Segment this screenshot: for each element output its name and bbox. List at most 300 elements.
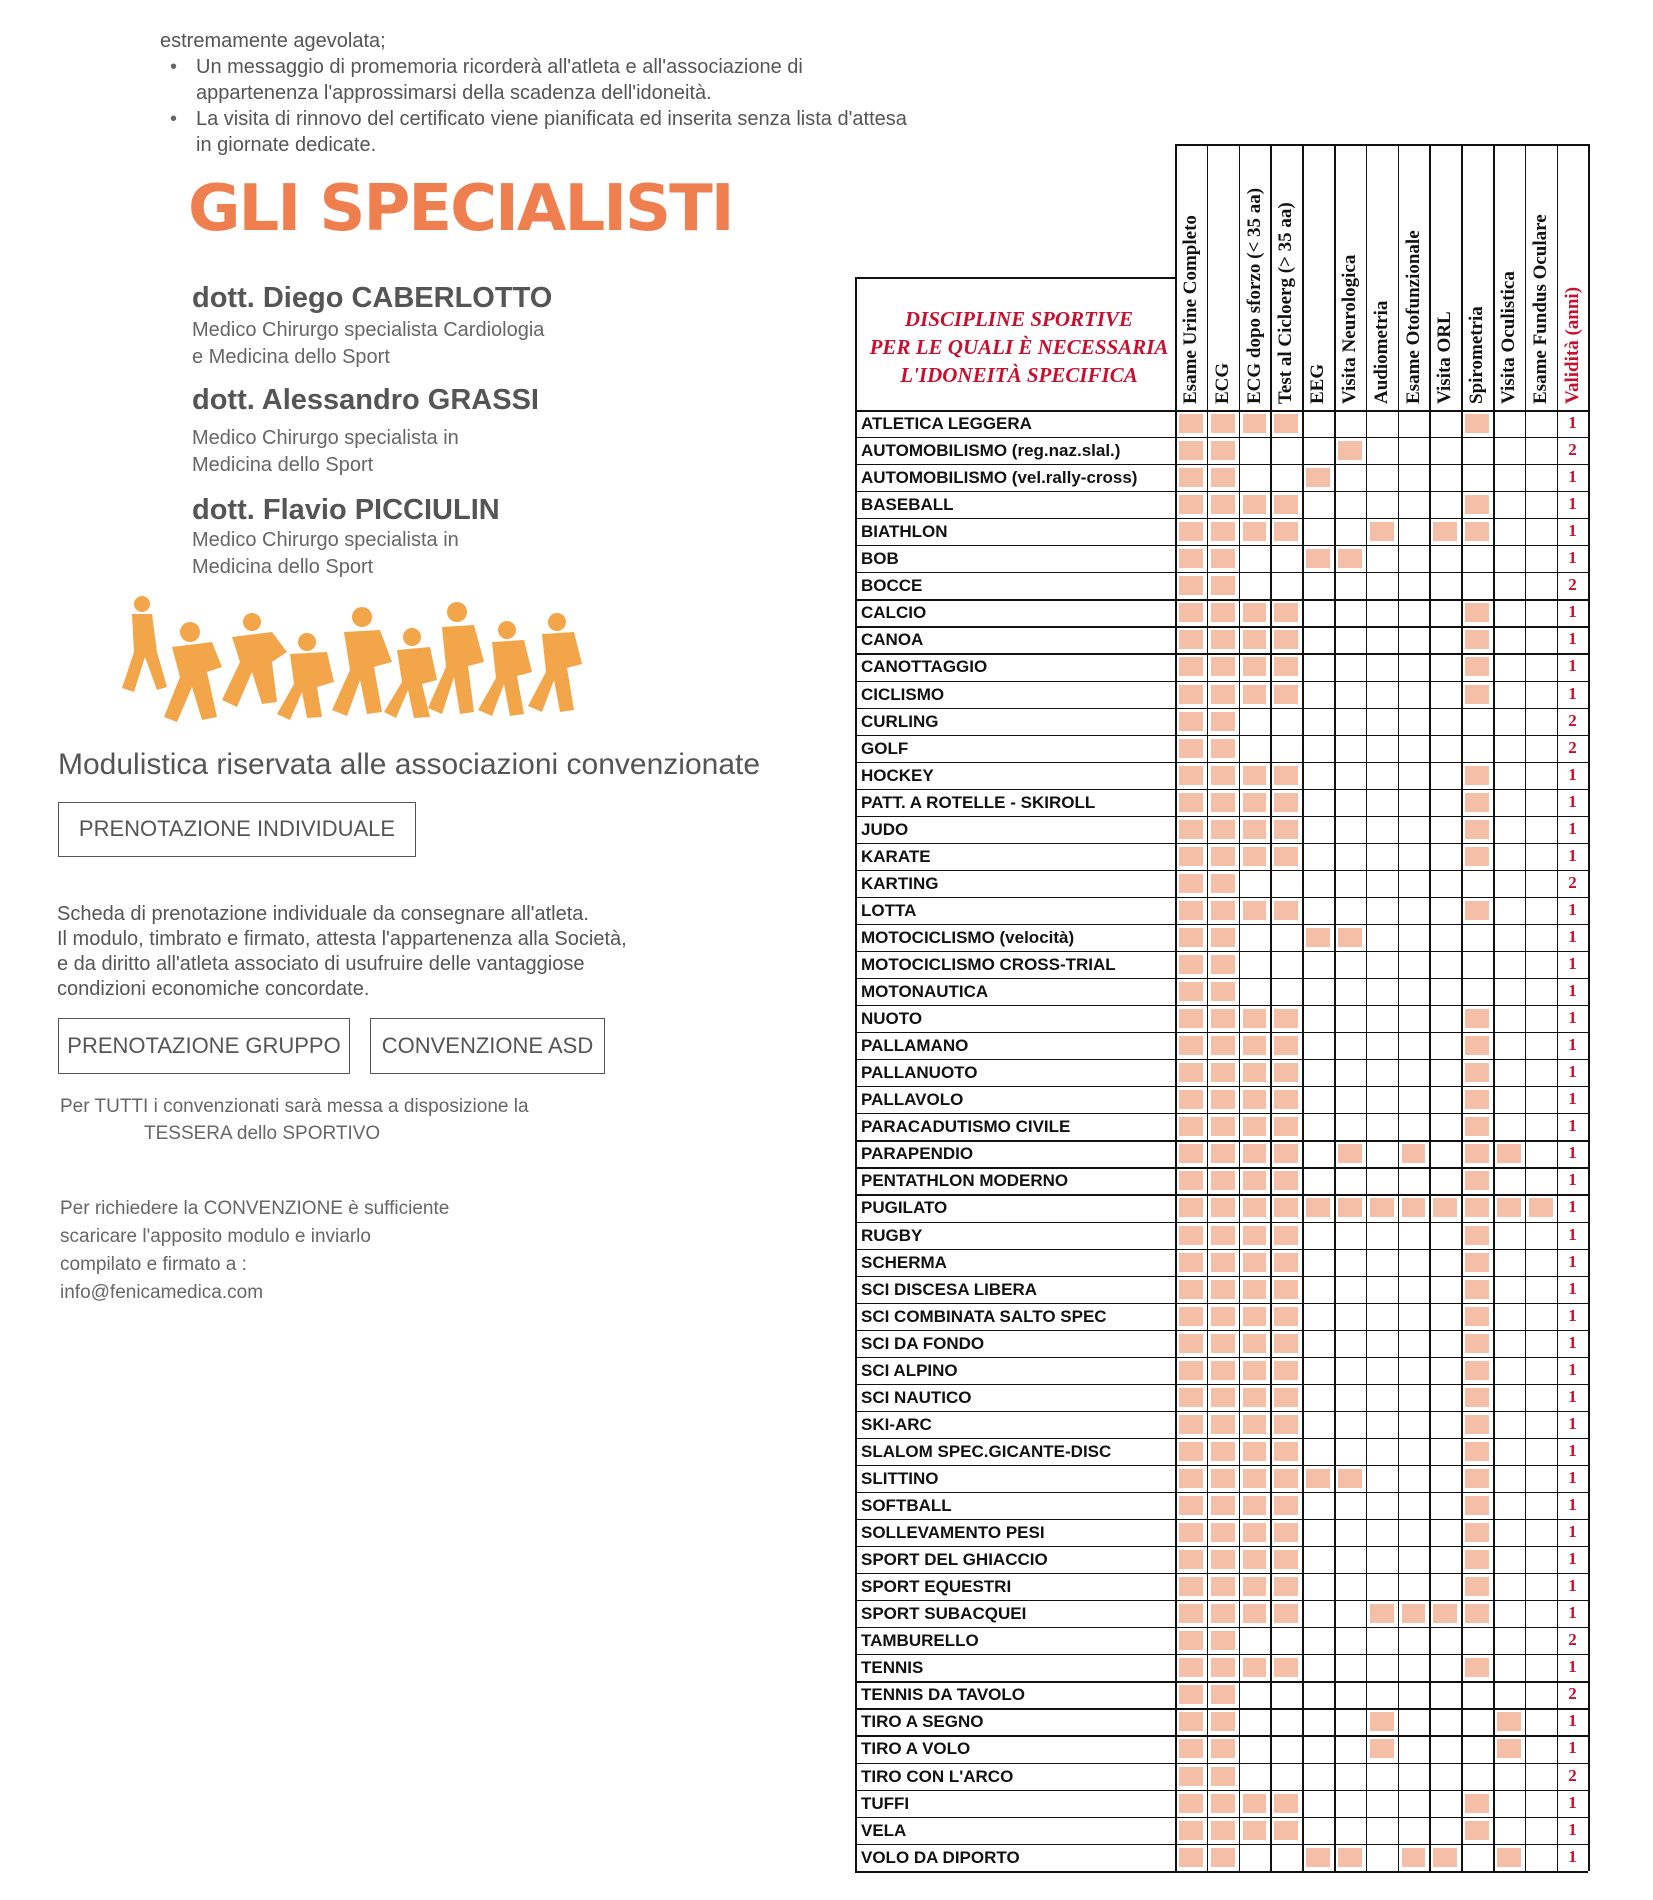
exam-required-cell bbox=[1211, 441, 1235, 460]
exam-required-cell bbox=[1179, 1685, 1203, 1704]
exam-required-cell bbox=[1179, 1280, 1203, 1299]
exam-required-cell bbox=[1338, 1848, 1362, 1867]
discipline-label: KARATE bbox=[861, 846, 931, 866]
validity-years: 1 bbox=[1568, 1846, 1577, 1866]
exam-required-cell bbox=[1370, 1712, 1394, 1731]
validity-years: 1 bbox=[1568, 521, 1577, 541]
doctor-specialty: Medicina dello Sport bbox=[192, 556, 374, 578]
exam-required-cell bbox=[1274, 820, 1298, 839]
exam-required-cell bbox=[1274, 1523, 1298, 1542]
exam-required-cell bbox=[1211, 1685, 1235, 1704]
validity-years: 1 bbox=[1568, 1738, 1577, 1758]
exam-required-cell bbox=[1243, 495, 1267, 514]
exam-required-cell bbox=[1211, 901, 1235, 920]
validity-years: 2 bbox=[1568, 575, 1577, 595]
exam-required-cell bbox=[1179, 955, 1203, 974]
exam-required-cell bbox=[1274, 1171, 1298, 1190]
exam-required-cell bbox=[1243, 820, 1267, 839]
exam-required-cell bbox=[1243, 1198, 1267, 1217]
discipline-label: BASEBALL bbox=[861, 495, 954, 515]
exam-required-cell bbox=[1211, 1198, 1235, 1217]
exam-required-cell bbox=[1179, 549, 1203, 568]
row-divider bbox=[855, 1086, 1588, 1087]
exam-required-cell bbox=[1211, 874, 1235, 893]
exam-required-cell bbox=[1402, 1198, 1426, 1217]
exam-required-cell bbox=[1274, 1496, 1298, 1515]
exam-required-cell bbox=[1211, 712, 1235, 731]
discipline-label: AUTOMOBILISMO (reg.naz.slal.) bbox=[861, 441, 1121, 461]
exam-required-cell bbox=[1274, 1226, 1298, 1245]
bullet-text: • Un messaggio di promemoria ricorderà all'atleta e all'associazione di bbox=[196, 56, 803, 78]
exam-required-cell bbox=[1211, 414, 1235, 433]
exam-required-cell bbox=[1370, 1198, 1394, 1217]
exam-required-cell bbox=[1179, 1821, 1203, 1840]
column-divider bbox=[1588, 144, 1590, 1871]
validity-years: 1 bbox=[1568, 1197, 1577, 1217]
discipline-label: RUGBY bbox=[861, 1225, 923, 1245]
row-divider bbox=[855, 1411, 1588, 1412]
group-booking-button[interactable]: PRENOTAZIONE GRUPPO bbox=[58, 1018, 350, 1074]
exam-required-cell bbox=[1465, 1117, 1489, 1136]
exam-required-cell bbox=[1465, 630, 1489, 649]
table-border bbox=[855, 277, 857, 1871]
exam-required-cell bbox=[1211, 1604, 1235, 1623]
validity-years: 1 bbox=[1568, 1413, 1577, 1433]
exam-required-cell bbox=[1179, 441, 1203, 460]
exam-required-cell bbox=[1465, 1036, 1489, 1055]
exam-required-cell bbox=[1465, 1226, 1489, 1245]
exam-required-cell bbox=[1179, 901, 1203, 920]
discipline-label: BIATHLON bbox=[861, 522, 948, 542]
row-divider bbox=[855, 978, 1588, 979]
doctor-specialty: Medicina dello Sport bbox=[192, 454, 374, 476]
column-header-validity: Validità (anni) bbox=[1561, 286, 1583, 404]
exam-required-cell bbox=[1370, 522, 1394, 541]
row-divider bbox=[855, 626, 1588, 627]
renewal-bullet bbox=[160, 106, 960, 158]
exam-required-cell bbox=[1274, 495, 1298, 514]
discipline-label: CANOTTAGGIO bbox=[861, 657, 988, 677]
doctor-card bbox=[192, 282, 552, 371]
exam-required-cell bbox=[1211, 1171, 1235, 1190]
exam-required-cell bbox=[1243, 1253, 1267, 1272]
exam-required-cell bbox=[1465, 1415, 1489, 1434]
doctor-name: dott. Flavio PICCIULIN bbox=[192, 494, 500, 526]
exam-required-cell bbox=[1465, 847, 1489, 866]
row-divider bbox=[855, 1763, 1588, 1764]
exam-required-cell bbox=[1274, 766, 1298, 785]
discipline-label: BOCCE bbox=[861, 576, 923, 596]
column-divider bbox=[1270, 144, 1272, 1871]
contact-email[interactable]: info@fenicamedica.com bbox=[60, 1282, 264, 1303]
discipline-label: TENNIS DA TAVOLO bbox=[861, 1685, 1026, 1705]
column-header: Esame Otofunzionale bbox=[1402, 230, 1424, 404]
exam-required-cell bbox=[1274, 1307, 1298, 1326]
discipline-label: MOTOCICLISMO CROSS-TRIAL bbox=[861, 955, 1116, 974]
row-divider bbox=[855, 1817, 1588, 1818]
row-divider bbox=[855, 1384, 1588, 1385]
exam-required-cell bbox=[1274, 1604, 1298, 1623]
exam-required-cell bbox=[1179, 1036, 1203, 1055]
column-header: Visita Neurologica bbox=[1339, 254, 1360, 404]
exam-required-cell bbox=[1179, 1307, 1203, 1326]
exam-required-cell bbox=[1370, 1739, 1394, 1758]
exam-required-cell bbox=[1465, 1523, 1489, 1542]
exam-required-cell bbox=[1179, 1090, 1203, 1109]
associations-forms-title: Modulistica riservata alle associazioni convenzionate bbox=[58, 748, 761, 781]
discipline-label: TIRO CON L'ARCO bbox=[861, 1766, 1014, 1786]
exam-required-cell bbox=[1179, 1253, 1203, 1272]
exam-required-cell bbox=[1243, 657, 1267, 676]
row-divider bbox=[855, 816, 1588, 817]
exam-required-cell bbox=[1211, 1388, 1235, 1407]
exam-required-cell bbox=[1211, 766, 1235, 785]
column-header: Visita Oculistica bbox=[1498, 271, 1519, 404]
validity-years: 1 bbox=[1568, 1549, 1577, 1569]
exam-required-cell bbox=[1465, 1253, 1489, 1272]
validity-years: 1 bbox=[1568, 981, 1577, 1001]
exam-required-cell bbox=[1465, 766, 1489, 785]
exam-required-cell bbox=[1274, 847, 1298, 866]
bullet-text: appartenenza l'approssimarsi della scadenza dell'idoneità. bbox=[196, 82, 712, 104]
row-divider bbox=[855, 1735, 1588, 1736]
discipline-label: CICLISMO bbox=[861, 684, 945, 704]
table-border bbox=[855, 277, 1175, 279]
discipline-label: PALLAMANO bbox=[861, 1036, 969, 1056]
column-header: Esame Fundus Oculare bbox=[1529, 214, 1551, 404]
doctor-specialty: Medico Chirurgo specialista in bbox=[192, 427, 459, 449]
intro-text bbox=[160, 28, 960, 158]
discipline-label: SPORT SUBACQUEI bbox=[861, 1604, 1027, 1624]
discipline-label: CANOA bbox=[861, 630, 924, 650]
exam-required-cell bbox=[1211, 1009, 1235, 1028]
exam-required-cell bbox=[1338, 1469, 1362, 1488]
exam-required-cell bbox=[1338, 441, 1362, 460]
exam-required-cell bbox=[1211, 1253, 1235, 1272]
exam-required-cell bbox=[1243, 1117, 1267, 1136]
exam-required-cell bbox=[1243, 901, 1267, 920]
discipline-label: HOCKEY bbox=[861, 765, 934, 785]
validity-years: 1 bbox=[1568, 1332, 1577, 1352]
exam-required-cell bbox=[1211, 603, 1235, 622]
column-header: Spirometria bbox=[1466, 306, 1488, 404]
exam-required-cell bbox=[1465, 685, 1489, 704]
exam-required-cell bbox=[1211, 955, 1235, 974]
exam-required-cell bbox=[1211, 1739, 1235, 1758]
exam-required-cell bbox=[1497, 1712, 1521, 1731]
exam-required-cell bbox=[1211, 1496, 1235, 1515]
validity-years: 1 bbox=[1568, 791, 1577, 811]
exam-required-cell bbox=[1497, 1739, 1521, 1758]
exam-required-cell bbox=[1179, 1604, 1203, 1623]
row-divider bbox=[855, 789, 1588, 790]
exam-required-cell bbox=[1465, 1334, 1489, 1353]
exam-required-cell bbox=[1243, 1523, 1267, 1542]
sports-exams-table bbox=[855, 144, 1604, 1895]
doctor-name: dott. Alessandro GRASSI bbox=[192, 384, 539, 416]
validity-years: 2 bbox=[1568, 1765, 1577, 1785]
exam-required-cell bbox=[1497, 1848, 1521, 1867]
exam-required-cell bbox=[1179, 1442, 1203, 1461]
exam-required-cell bbox=[1179, 793, 1203, 812]
exam-required-cell bbox=[1306, 928, 1330, 947]
exam-required-cell bbox=[1211, 1523, 1235, 1542]
exam-required-cell bbox=[1179, 1171, 1203, 1190]
exam-required-cell bbox=[1211, 1090, 1235, 1109]
discipline-label: ATLETICA LEGGERA bbox=[861, 414, 1032, 433]
exam-required-cell bbox=[1243, 685, 1267, 704]
exam-required-cell bbox=[1211, 1334, 1235, 1353]
exam-required-cell bbox=[1211, 1415, 1235, 1434]
exam-required-cell bbox=[1179, 1361, 1203, 1380]
exam-required-cell bbox=[1274, 1577, 1298, 1596]
discipline-label: TIRO A VOLO bbox=[861, 1739, 971, 1759]
exam-required-cell bbox=[1338, 1144, 1362, 1163]
exam-required-cell bbox=[1243, 1009, 1267, 1028]
exam-required-cell bbox=[1465, 1577, 1489, 1596]
row-divider bbox=[855, 897, 1588, 898]
exam-required-cell bbox=[1179, 1658, 1203, 1677]
exam-required-cell bbox=[1179, 1496, 1203, 1515]
validity-years: 2 bbox=[1568, 440, 1577, 460]
exam-required-cell bbox=[1243, 1604, 1267, 1623]
exam-required-cell bbox=[1211, 576, 1235, 595]
table-title bbox=[865, 305, 1173, 389]
row-divider bbox=[855, 653, 1588, 654]
exam-required-cell bbox=[1465, 820, 1489, 839]
exam-required-cell bbox=[1211, 549, 1235, 568]
reminder-bullet bbox=[160, 54, 960, 106]
request-line: compilato e firmato a : bbox=[60, 1254, 247, 1275]
exam-required-cell bbox=[1179, 576, 1203, 595]
exam-required-cell bbox=[1338, 549, 1362, 568]
exam-required-cell bbox=[1465, 1821, 1489, 1840]
exam-required-cell bbox=[1179, 630, 1203, 649]
exam-required-cell bbox=[1465, 603, 1489, 622]
doctor-card bbox=[192, 384, 539, 479]
exam-required-cell bbox=[1402, 1848, 1426, 1867]
notice-line: TESSERA dello SPORTIVO bbox=[144, 1123, 381, 1144]
row-divider bbox=[855, 1059, 1588, 1060]
exam-required-cell bbox=[1243, 766, 1267, 785]
row-divider bbox=[855, 1438, 1588, 1439]
exam-required-cell bbox=[1274, 1442, 1298, 1461]
discipline-label: PATT. A ROTELLE - SKIROLL bbox=[861, 792, 1096, 812]
exam-required-cell bbox=[1465, 1550, 1489, 1569]
discipline-label: PUGILATO bbox=[861, 1198, 948, 1218]
row-divider bbox=[855, 1465, 1588, 1466]
exam-required-cell bbox=[1179, 1523, 1203, 1542]
validity-years: 1 bbox=[1568, 926, 1577, 946]
exam-required-cell bbox=[1402, 1144, 1426, 1163]
exam-required-cell bbox=[1179, 1550, 1203, 1569]
validity-years: 2 bbox=[1568, 1630, 1577, 1650]
exam-required-cell bbox=[1465, 1469, 1489, 1488]
discipline-label: CALCIO bbox=[861, 603, 927, 623]
validity-years: 1 bbox=[1568, 1278, 1577, 1298]
exam-required-cell bbox=[1179, 1712, 1203, 1731]
asd-agreement-button[interactable]: CONVENZIONE ASD bbox=[370, 1018, 605, 1074]
exam-required-cell bbox=[1179, 1577, 1203, 1596]
validity-years: 1 bbox=[1568, 764, 1577, 784]
exam-required-cell bbox=[1243, 1821, 1267, 1840]
exam-required-cell bbox=[1243, 1442, 1267, 1461]
validity-years: 1 bbox=[1568, 1603, 1577, 1623]
exam-required-cell bbox=[1211, 1577, 1235, 1596]
exam-required-cell bbox=[1465, 1361, 1489, 1380]
row-divider bbox=[855, 1600, 1588, 1601]
exam-required-cell bbox=[1243, 1388, 1267, 1407]
row-divider bbox=[855, 1708, 1588, 1709]
row-divider bbox=[855, 1654, 1588, 1655]
sport-card-notice bbox=[60, 1093, 529, 1147]
exam-required-cell bbox=[1211, 685, 1235, 704]
exam-required-cell bbox=[1274, 1253, 1298, 1272]
row-divider bbox=[855, 1140, 1588, 1141]
exam-required-cell bbox=[1465, 1280, 1489, 1299]
exam-required-cell bbox=[1274, 685, 1298, 704]
exam-required-cell bbox=[1179, 982, 1203, 1001]
exam-required-cell bbox=[1243, 1550, 1267, 1569]
discipline-label: TIRO A SEGNO bbox=[861, 1712, 984, 1732]
exam-required-cell bbox=[1211, 495, 1235, 514]
exam-required-cell bbox=[1306, 1469, 1330, 1488]
validity-years: 1 bbox=[1568, 1711, 1577, 1731]
exam-required-cell bbox=[1179, 1117, 1203, 1136]
exam-required-cell bbox=[1243, 1415, 1267, 1434]
exam-required-cell bbox=[1274, 793, 1298, 812]
description-line: Il modulo, timbrato e firmato, attesta l'appartenenza alla Società, bbox=[57, 928, 627, 950]
request-line: scaricare l'apposito modulo e inviarlo bbox=[60, 1226, 371, 1247]
exam-required-cell bbox=[1274, 603, 1298, 622]
exam-required-cell bbox=[1179, 928, 1203, 947]
exam-required-cell bbox=[1211, 1226, 1235, 1245]
row-divider bbox=[855, 1681, 1588, 1682]
row-divider bbox=[855, 599, 1588, 600]
exam-required-cell bbox=[1243, 1577, 1267, 1596]
exam-required-cell bbox=[1274, 1794, 1298, 1813]
exam-required-cell bbox=[1179, 847, 1203, 866]
exam-required-cell bbox=[1179, 1848, 1203, 1867]
exam-required-cell bbox=[1179, 1198, 1203, 1217]
exam-required-cell bbox=[1243, 522, 1267, 541]
validity-years: 1 bbox=[1568, 1495, 1577, 1514]
exam-required-cell bbox=[1243, 1469, 1267, 1488]
exam-required-cell bbox=[1243, 1090, 1267, 1109]
validity-years: 1 bbox=[1568, 1792, 1577, 1812]
row-divider bbox=[855, 572, 1588, 573]
discipline-label: BOB bbox=[861, 549, 899, 569]
exam-required-cell bbox=[1243, 1361, 1267, 1380]
exam-required-cell bbox=[1211, 793, 1235, 812]
exam-required-cell bbox=[1465, 495, 1489, 514]
validity-years: 1 bbox=[1568, 683, 1577, 703]
intro-line: estremamente agevolata; bbox=[160, 30, 386, 52]
exam-required-cell bbox=[1274, 1198, 1298, 1217]
column-header: ECG bbox=[1211, 362, 1233, 404]
exam-required-cell bbox=[1211, 1631, 1235, 1650]
row-divider bbox=[855, 1627, 1588, 1628]
row-divider bbox=[855, 1194, 1588, 1195]
exam-required-cell bbox=[1211, 1063, 1235, 1082]
row-divider bbox=[855, 951, 1588, 952]
exam-required-cell bbox=[1211, 1821, 1235, 1840]
exam-required-cell bbox=[1274, 1334, 1298, 1353]
exam-required-cell bbox=[1497, 1198, 1521, 1217]
exam-required-cell bbox=[1179, 1415, 1203, 1434]
exam-required-cell bbox=[1306, 468, 1330, 487]
discipline-label: VELA bbox=[861, 1820, 907, 1840]
column-divider bbox=[1398, 144, 1400, 1871]
validity-years: 1 bbox=[1568, 494, 1577, 514]
exam-required-cell bbox=[1211, 468, 1235, 487]
column-divider bbox=[1175, 144, 1177, 1871]
exam-required-cell bbox=[1274, 901, 1298, 920]
row-divider bbox=[855, 410, 1588, 412]
exam-required-cell bbox=[1274, 1036, 1298, 1055]
row-divider bbox=[855, 1519, 1588, 1520]
exam-required-cell bbox=[1465, 1442, 1489, 1461]
exam-required-cell bbox=[1274, 1117, 1298, 1136]
validity-years: 1 bbox=[1568, 413, 1577, 432]
discipline-label: CURLING bbox=[861, 711, 939, 731]
individual-booking-button[interactable]: PRENOTAZIONE INDIVIDUALE bbox=[58, 802, 416, 857]
exam-required-cell bbox=[1243, 1036, 1267, 1055]
validity-years: 1 bbox=[1568, 548, 1577, 568]
exam-required-cell bbox=[1179, 739, 1203, 758]
discipline-label: SOLLEVAMENTO PESI bbox=[861, 1523, 1045, 1543]
exam-required-cell bbox=[1179, 1144, 1203, 1163]
exam-required-cell bbox=[1179, 1631, 1203, 1650]
exam-required-cell bbox=[1179, 657, 1203, 676]
exam-required-cell bbox=[1179, 874, 1203, 893]
exam-required-cell bbox=[1179, 603, 1203, 622]
exam-required-cell bbox=[1465, 522, 1489, 541]
exam-required-cell bbox=[1211, 1307, 1235, 1326]
exam-required-cell bbox=[1465, 901, 1489, 920]
validity-years: 1 bbox=[1568, 467, 1577, 487]
exam-required-cell bbox=[1306, 549, 1330, 568]
exam-required-cell bbox=[1274, 1144, 1298, 1163]
exam-required-cell bbox=[1243, 1226, 1267, 1245]
exam-required-cell bbox=[1433, 1198, 1457, 1217]
agreement-request-text bbox=[60, 1195, 449, 1307]
row-divider bbox=[855, 1276, 1588, 1277]
exam-required-cell bbox=[1179, 414, 1203, 433]
row-divider bbox=[855, 708, 1588, 709]
exam-required-cell bbox=[1211, 1767, 1235, 1786]
column-header: ECG dopo sforzo (< 35 aa) bbox=[1243, 187, 1265, 404]
exam-required-cell bbox=[1179, 1063, 1203, 1082]
discipline-label: SCI DISCESA LIBERA bbox=[861, 1279, 1038, 1299]
exam-required-cell bbox=[1179, 1334, 1203, 1353]
row-divider bbox=[855, 870, 1588, 871]
exam-required-cell bbox=[1243, 1658, 1267, 1677]
column-divider bbox=[1525, 144, 1527, 1871]
exam-required-cell bbox=[1274, 1388, 1298, 1407]
exam-required-cell bbox=[1243, 1171, 1267, 1190]
exam-required-cell bbox=[1370, 1604, 1394, 1623]
exam-required-cell bbox=[1274, 1280, 1298, 1299]
row-divider bbox=[855, 1222, 1588, 1223]
doctor-name: dott. Diego CABERLOTTO bbox=[192, 282, 553, 314]
validity-years: 1 bbox=[1568, 1035, 1577, 1055]
exam-required-cell bbox=[1179, 766, 1203, 785]
validity-years: 1 bbox=[1568, 1062, 1577, 1082]
validity-years: 1 bbox=[1568, 1305, 1577, 1325]
exam-required-cell bbox=[1211, 1144, 1235, 1163]
exam-required-cell bbox=[1465, 793, 1489, 812]
